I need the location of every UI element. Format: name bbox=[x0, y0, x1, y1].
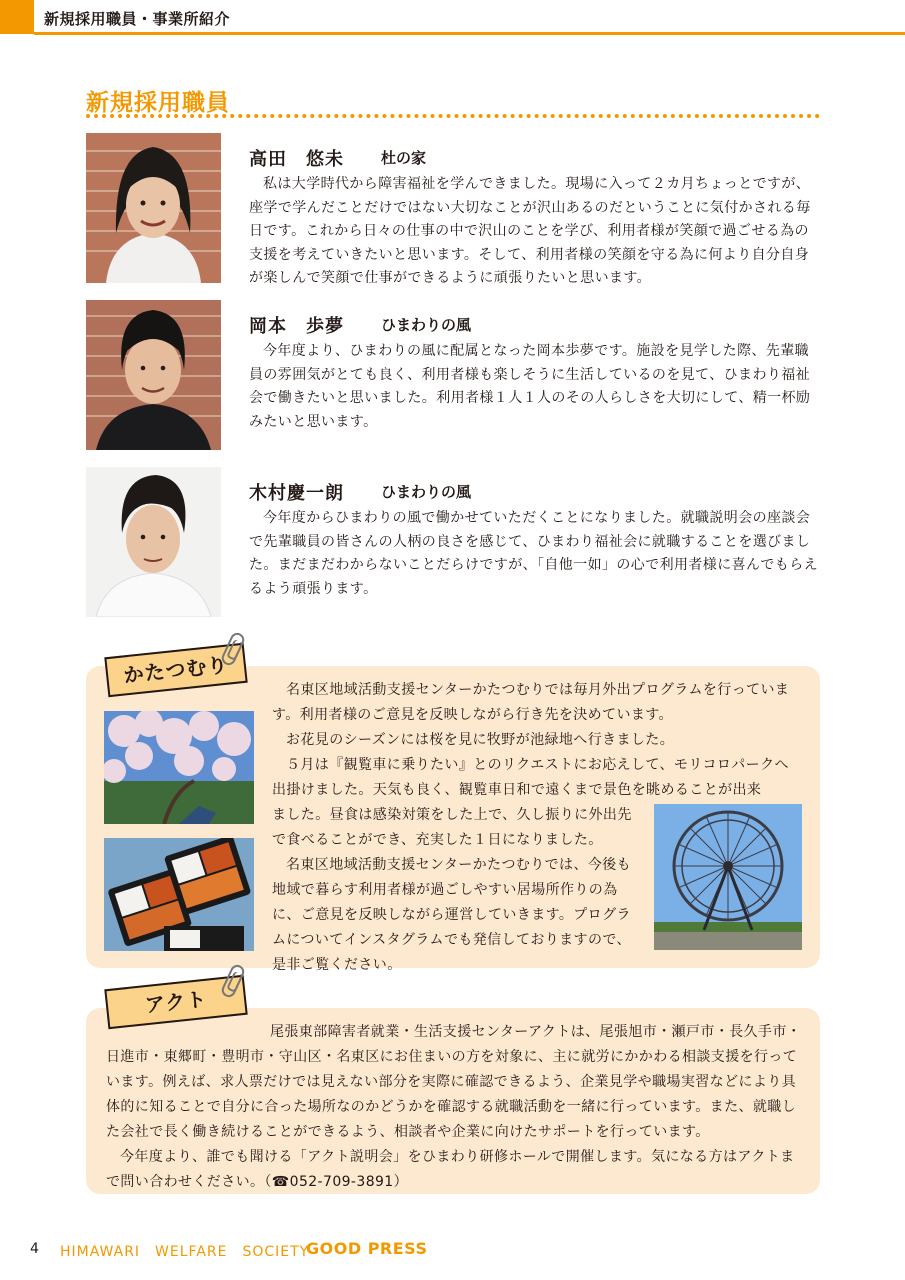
staff-entry bbox=[86, 300, 820, 450]
cherry-blossom-photo bbox=[104, 711, 254, 824]
staff-office: 杜の家 bbox=[381, 149, 427, 167]
staff-message: 私は大学時代から障害福祉を学んできました。現場に入って２カ月ちょっとですが、座学で学んだことだけではない大切なことが沢山あるのだということに気付かされる毎日です。これから日々の仕事の中で沢山のことを学び、利用者様が笑顔で過ごせる為の支援を考えていきたいと思います。そして、利用者様の笑顔を守る為に何より自分自身が楽しんで笑顔で仕事ができるように頑張りたいと思います。 bbox=[249, 176, 811, 286]
footer-brand: HIMAWARI WELFARE SOCIETY bbox=[60, 1244, 310, 1260]
page-number: 4 bbox=[30, 1241, 39, 1257]
katatsumuri-box bbox=[86, 666, 820, 973]
staff-office: ひまわりの風 bbox=[381, 483, 472, 501]
katatsumuri-paragraph: 名東区地域活動支援センターかたつむりでは毎月外出プログラムを行っています。利用者様のご意見を反映しながら行き先を決めています。 bbox=[272, 682, 790, 723]
ferris-wheel-photo bbox=[654, 804, 802, 950]
bento-photo bbox=[104, 838, 254, 951]
act-paragraph: 尾張東部障害者就業・生活支援センターアクトは、尾張旭市・瀬戸市・長久手市・ bbox=[270, 1024, 802, 1040]
staff-entry bbox=[86, 467, 820, 617]
dotted-divider bbox=[86, 114, 820, 118]
katatsumuri-text bbox=[272, 678, 802, 803]
act-tag: アクト bbox=[104, 975, 247, 1029]
footer-press: GOOD PRESS bbox=[306, 1239, 428, 1258]
katatsumuri-paragraph: 名東区地域活動支援センターかたつむりでは、今後も地域で暮らす利用者様が過ごしやすい居場所作りの為に、ご意見を反映しながら運営していきます。プログラムについてインスタグラムでも発信しておりますので、是非ご覧ください。 bbox=[272, 857, 632, 973]
staff-entry bbox=[86, 133, 820, 286]
act-paragraph: 日進市・東郷町・豊明市・守山区・名東区にお住まいの方を対象に、主に就労にかかわる相談支援を行っています。例えば、求人票だけでは見えない部分を実際に確認できるよう、企業見学や職場実習などにより具体的に知ることで自分に合った場所なのかどうかを確認する就職活動を一緒に行っています。また、就職した会社で長く働き続けることができるよう、相談者や企業に向けたサポートを行っています。 bbox=[106, 1049, 798, 1140]
staff-office: ひまわりの風 bbox=[381, 316, 472, 334]
header-title: 新規採用職員・事業所紹介 bbox=[44, 10, 231, 28]
staff-name: 岡本 歩夢 bbox=[249, 316, 344, 337]
staff-message: 今年度からひまわりの風で働かせていただくことになりました。就職説明会の座談会で先輩職員の皆さんの人柄の良さを感じて、ひまわり福祉会に就職することを選びました。まだまだわからないことだらけですが、「自他一如」の心で利用者様に喜んでもらえるよう頑張ります。 bbox=[249, 510, 818, 597]
katatsumuri-text bbox=[272, 803, 644, 978]
katatsumuri-tag: かたつむり bbox=[104, 643, 247, 697]
katatsumuri-paragraph: ました。昼食は感染対策をした上で、久し振りに外出先で食べることができ、充実した１日になりました。 bbox=[272, 807, 632, 848]
section-title: 新規採用職員 bbox=[86, 90, 230, 116]
katatsumuri-paragraph: ５月は『観覧車に乗りたい』とのリクエストにお応えして、モリコロパークへ出掛けました。天気も良く、観覧車日和で遠くまで景色を眺めることが出来 bbox=[272, 757, 789, 798]
page-header bbox=[0, 0, 905, 36]
header-accent-block bbox=[0, 0, 34, 34]
header-rule bbox=[34, 32, 905, 35]
staff-name: 高田 悠未 bbox=[249, 149, 344, 170]
act-box bbox=[86, 1008, 820, 1194]
staff-photo bbox=[86, 300, 221, 450]
staff-photo bbox=[86, 467, 221, 617]
staff-message: 今年度より、ひまわりの風に配属となった岡本歩夢です。施設を見学した際、先輩職員の雰囲気がとても良く、利用者様も楽しそうに生活しているのを見て、ひまわり福祉会で働きたいと思いました。利用者様１人１人のその人らしさを大切にして、精一杯励みたいと思います。 bbox=[249, 343, 811, 430]
katatsumuri-paragraph: お花見のシーズンには桜を見に牧野が池緑地へ行きました。 bbox=[286, 732, 675, 748]
staff-photo bbox=[86, 133, 221, 283]
staff-name: 木村慶一朗 bbox=[249, 483, 344, 504]
act-paragraph: 今年度より、誰でも聞ける「アクト説明会」をひまわり研修ホールで開催します。気になる方はアクトまで問い合わせください。（☎052-709-3891） bbox=[106, 1149, 795, 1190]
act-text bbox=[106, 1020, 806, 1195]
